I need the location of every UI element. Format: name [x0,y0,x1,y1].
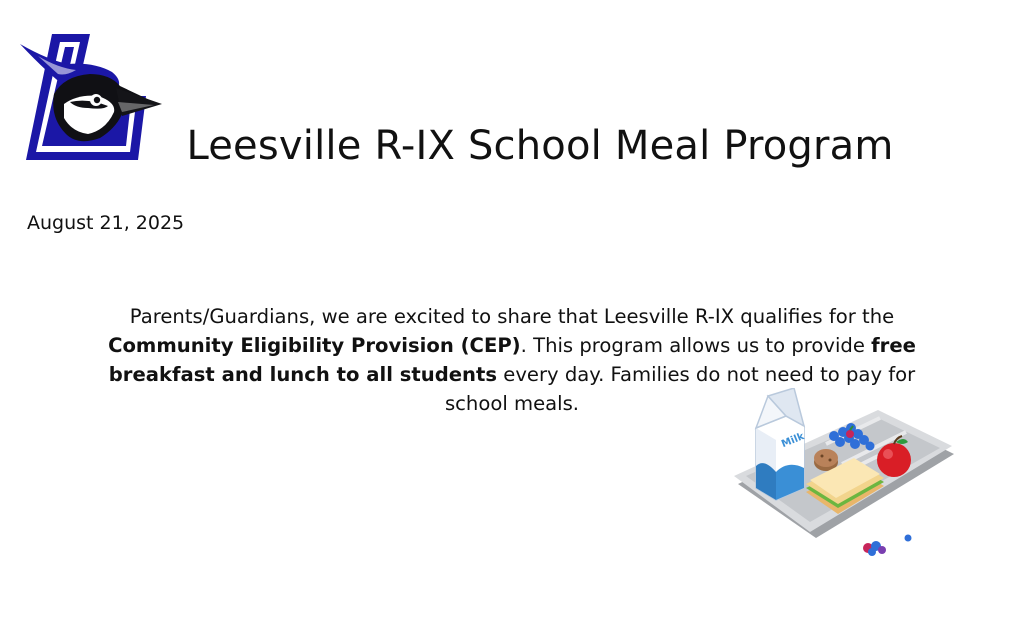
message-bold-cep: Community Eligibility Provision (CEP) [108,334,521,357]
message-part-3: every day. Families do not need to pay for school meals. [444,363,916,415]
message-part-2: . This program allows us to provide [520,334,872,357]
page-title: Leesville R-IX School Meal Program [186,123,894,169]
lunch-tray-icon [730,388,958,560]
bluejay-logo-icon [18,30,164,164]
milk-label: Milk [780,431,806,451]
lunch-tray-illustration [730,388,958,560]
school-logo [18,30,164,164]
message-bold-free-meals: free breakfast and lunch to all students [108,334,916,386]
message-part-1: Parents/Guardians, we are excited to share that Leesville R-IX qualifies for the [129,305,895,328]
notice-date: August 21, 2025 [27,212,185,234]
